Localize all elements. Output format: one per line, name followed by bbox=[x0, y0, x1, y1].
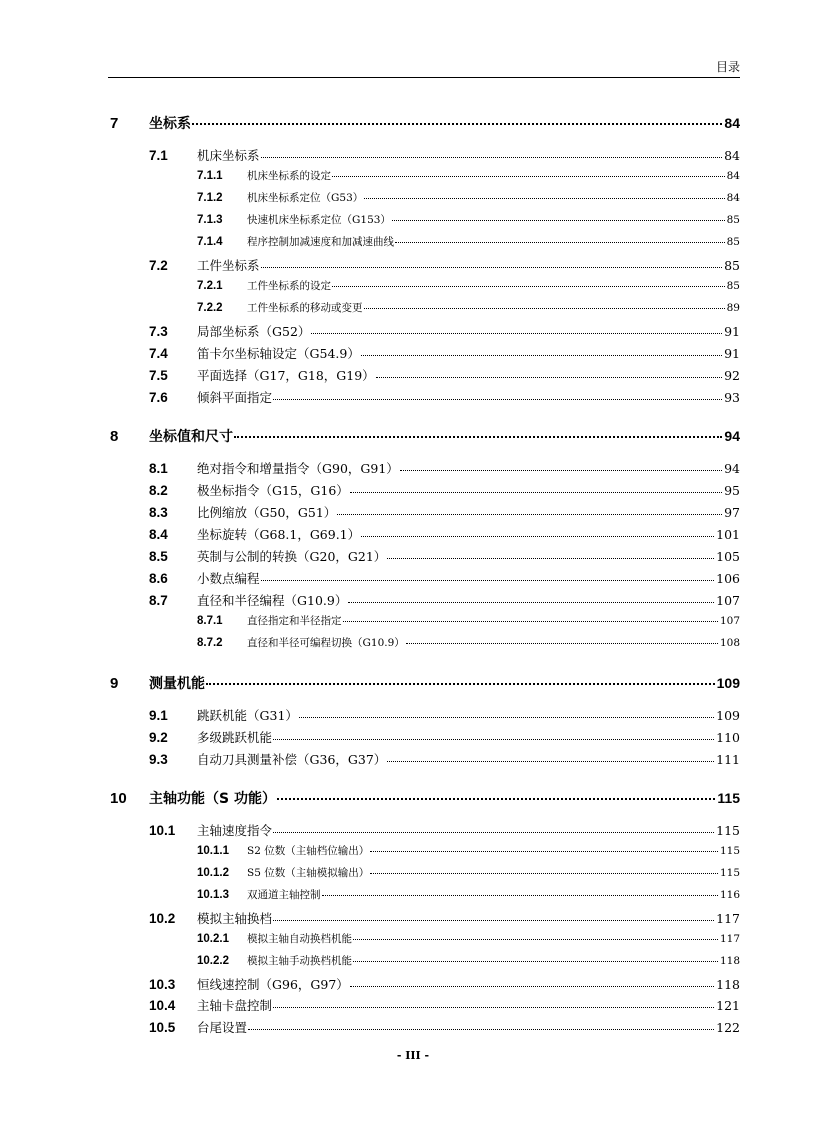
toc-entry-section[interactable] bbox=[149, 996, 740, 1014]
header-rule bbox=[108, 77, 740, 78]
toc-title: 主轴速度指令 bbox=[197, 823, 273, 838]
toc-number: 8.5 bbox=[149, 549, 168, 564]
toc-number: 7 bbox=[110, 115, 119, 132]
toc-leader bbox=[273, 399, 722, 400]
toc-number: 10.2.1 bbox=[197, 933, 229, 945]
toc-leader bbox=[350, 986, 714, 987]
toc-number: 9.3 bbox=[149, 752, 168, 767]
toc-entry-section[interactable] bbox=[149, 750, 740, 768]
toc-entry-subsection[interactable] bbox=[197, 190, 740, 205]
toc-entry-subsection[interactable] bbox=[197, 613, 740, 628]
toc-page: 84 bbox=[726, 192, 740, 204]
toc-title: 自动刀具测量补偿（G36，G37） bbox=[197, 752, 387, 767]
toc-entry-subsection[interactable] bbox=[197, 300, 740, 315]
toc-leader bbox=[392, 220, 725, 221]
toc-entry-subsection[interactable] bbox=[197, 931, 740, 946]
toc-number: 7.1.2 bbox=[197, 192, 223, 204]
toc-page: 109 bbox=[716, 708, 740, 723]
toc-entry-subsection[interactable] bbox=[197, 168, 740, 183]
toc-entry-subsection[interactable] bbox=[197, 865, 740, 880]
toc-page: 110 bbox=[716, 730, 740, 745]
toc-page: 97 bbox=[724, 505, 740, 520]
toc-leader bbox=[387, 761, 714, 762]
toc-leader bbox=[277, 798, 715, 800]
toc-title: 坐标值和尺寸 bbox=[149, 429, 233, 445]
toc-leader bbox=[337, 514, 722, 515]
toc-number: 8.3 bbox=[149, 505, 168, 520]
toc-number: 10.5 bbox=[149, 1020, 176, 1035]
toc-page: 95 bbox=[724, 483, 740, 498]
toc-number: 7.4 bbox=[149, 346, 168, 361]
toc-entry-section[interactable] bbox=[149, 975, 740, 993]
toc-leader bbox=[353, 939, 718, 940]
toc-entry-section[interactable] bbox=[149, 146, 740, 164]
toc-title: 恒线速控制（G96，G97） bbox=[197, 977, 349, 992]
toc-page: 94 bbox=[724, 461, 740, 476]
toc-page: 106 bbox=[716, 571, 740, 586]
toc-entry-subsection[interactable] bbox=[197, 887, 740, 902]
toc-page: 115 bbox=[717, 790, 740, 806]
toc-page: 91 bbox=[724, 346, 740, 361]
toc-leader bbox=[332, 286, 725, 287]
header-title: 目录 bbox=[715, 60, 740, 74]
toc-number: 8.6 bbox=[149, 571, 168, 586]
toc-leader bbox=[370, 873, 718, 874]
toc-page: 84 bbox=[724, 148, 740, 163]
toc-title: 英制与公制的转换（G20，G21） bbox=[197, 549, 387, 564]
toc-title: 倾斜平面指定 bbox=[197, 390, 273, 405]
toc-page: 89 bbox=[726, 302, 740, 314]
toc-page: 121 bbox=[716, 998, 740, 1013]
toc-entry-section[interactable] bbox=[149, 459, 740, 477]
toc-page: 105 bbox=[716, 549, 740, 564]
toc-leader bbox=[364, 308, 725, 309]
toc-title: 机床坐标系定位（G53） bbox=[247, 192, 364, 204]
toc-leader bbox=[361, 355, 722, 356]
toc-entry-section[interactable] bbox=[149, 909, 740, 927]
toc-leader bbox=[387, 558, 714, 559]
toc-number: 7.1 bbox=[149, 148, 168, 163]
toc-entry-section[interactable] bbox=[149, 388, 740, 406]
toc-entry-section[interactable] bbox=[149, 503, 740, 521]
toc-title: 模拟主轴换档 bbox=[197, 911, 273, 926]
toc-title: 工件坐标系的移动或变更 bbox=[247, 302, 363, 314]
toc-title: 局部坐标系（G52） bbox=[197, 324, 311, 339]
toc-title: 小数点编程 bbox=[197, 571, 260, 586]
toc-title: 笛卡尔坐标轴设定（G54.9） bbox=[197, 346, 360, 361]
toc-leader bbox=[273, 832, 714, 833]
toc-page: 84 bbox=[726, 170, 740, 182]
toc-leader bbox=[273, 1007, 714, 1008]
toc-number: 9.2 bbox=[149, 730, 168, 745]
toc-page: 122 bbox=[716, 1020, 740, 1035]
toc-entry-section[interactable] bbox=[149, 547, 740, 565]
toc-entry-section[interactable] bbox=[149, 525, 740, 543]
toc-page: 117 bbox=[719, 933, 740, 945]
toc-number: 10.1.1 bbox=[197, 845, 229, 857]
toc-entry-subsection[interactable] bbox=[197, 234, 740, 249]
toc-number: 8 bbox=[110, 428, 119, 445]
toc-title: 比例缩放（G50，G51） bbox=[197, 505, 337, 520]
toc-title: 直径和半径编程（G10.9） bbox=[197, 593, 348, 608]
toc-title: 坐标系 bbox=[149, 116, 191, 132]
toc-page: 85 bbox=[726, 236, 740, 248]
toc-leader bbox=[322, 895, 718, 896]
toc-title: 主轴功能（S 功能） bbox=[149, 791, 276, 807]
toc-entry-chapter[interactable] bbox=[110, 113, 740, 133]
toc-page: 107 bbox=[716, 593, 740, 608]
toc-title: 坐标旋转（G68.1，G69.1） bbox=[197, 527, 361, 542]
toc-page: 115 bbox=[716, 823, 740, 838]
toc-title: 平面选择（G17，G18，G19） bbox=[197, 368, 375, 383]
toc-number: 7.1.4 bbox=[197, 236, 223, 248]
toc-title: 极坐标指令（G15，G16） bbox=[197, 483, 349, 498]
toc-number: 8.1 bbox=[149, 461, 168, 476]
toc-number: 8.7.2 bbox=[197, 637, 223, 649]
toc-title: 测量机能 bbox=[149, 676, 205, 692]
toc-entry-section[interactable] bbox=[149, 706, 740, 724]
toc-entry-subsection[interactable] bbox=[197, 212, 740, 227]
toc-leader bbox=[206, 683, 715, 685]
toc-page: 94 bbox=[724, 428, 740, 444]
toc-leader bbox=[261, 580, 715, 581]
toc-number: 8.7 bbox=[149, 593, 168, 608]
toc-entry-chapter[interactable] bbox=[110, 788, 740, 808]
toc-page: 107 bbox=[719, 615, 740, 627]
toc-page: 91 bbox=[724, 324, 740, 339]
toc-number: 10.1.2 bbox=[197, 867, 229, 879]
toc-page: 92 bbox=[724, 368, 740, 383]
toc-page: 111 bbox=[716, 752, 740, 767]
toc-leader bbox=[311, 333, 722, 334]
toc-number: 10.4 bbox=[149, 998, 176, 1013]
toc-number: 10.1.3 bbox=[197, 889, 229, 901]
toc-title: 双通道主轴控制 bbox=[247, 889, 321, 901]
toc-leader bbox=[364, 198, 724, 199]
toc-page: 115 bbox=[719, 867, 740, 879]
toc-title: 机床坐标系的设定 bbox=[247, 170, 331, 182]
toc-leader bbox=[400, 470, 722, 471]
toc-entry-section[interactable] bbox=[149, 591, 740, 609]
toc-leader bbox=[406, 643, 718, 644]
toc-title: 模拟主轴自动换档机能 bbox=[247, 933, 352, 945]
toc-page: 116 bbox=[719, 889, 740, 901]
toc-leader bbox=[343, 621, 718, 622]
toc-leader bbox=[370, 851, 718, 852]
toc-leader bbox=[361, 536, 714, 537]
toc-entry-subsection[interactable] bbox=[197, 953, 740, 968]
toc-number: 8.7.1 bbox=[197, 615, 223, 627]
toc-title: 工件坐标系 bbox=[197, 258, 260, 273]
toc-title: 多级跳跃机能 bbox=[197, 730, 273, 745]
toc-entry-section[interactable] bbox=[149, 728, 740, 746]
toc-page: 85 bbox=[724, 258, 740, 273]
toc-leader bbox=[332, 176, 725, 177]
toc-page: 117 bbox=[716, 911, 740, 926]
toc-number: 8.4 bbox=[149, 527, 168, 542]
toc-leader bbox=[376, 377, 722, 378]
toc-number: 7.2 bbox=[149, 258, 168, 273]
toc-leader bbox=[192, 123, 722, 125]
toc-leader bbox=[348, 602, 714, 603]
toc-page: 118 bbox=[719, 955, 740, 967]
toc-title: S2 位数（主轴档位输出） bbox=[247, 845, 370, 857]
toc-leader bbox=[234, 436, 722, 438]
toc-leader bbox=[350, 492, 722, 493]
toc-title: 直径指定和半径指定 bbox=[247, 615, 342, 627]
toc-number: 10.2.2 bbox=[197, 955, 229, 967]
toc-entry-section[interactable] bbox=[149, 344, 740, 362]
toc-number: 10.1 bbox=[149, 823, 176, 838]
toc-entry-section[interactable] bbox=[149, 256, 740, 274]
toc-number: 10.2 bbox=[149, 911, 176, 926]
toc-page: 109 bbox=[716, 675, 740, 691]
toc-number: 7.2.2 bbox=[197, 302, 223, 314]
toc-number: 7.1.1 bbox=[197, 170, 223, 182]
toc-entry-section[interactable] bbox=[149, 481, 740, 499]
toc-title: 跳跃机能（G31） bbox=[197, 708, 298, 723]
toc-number: 9.1 bbox=[149, 708, 168, 723]
toc-leader bbox=[299, 717, 714, 718]
toc-number: 9 bbox=[110, 675, 119, 692]
toc-entry-chapter[interactable] bbox=[110, 426, 740, 446]
toc-entry-section[interactable] bbox=[149, 322, 740, 340]
toc-title: 直径和半径可编程切换（G10.9） bbox=[247, 637, 405, 649]
toc-leader bbox=[395, 242, 725, 243]
toc-title: 主轴卡盘控制 bbox=[197, 998, 273, 1013]
toc-number: 7.3 bbox=[149, 324, 168, 339]
toc-number: 7.5 bbox=[149, 368, 168, 383]
toc-page: 84 bbox=[724, 115, 740, 131]
toc-entry-section[interactable] bbox=[149, 821, 740, 839]
page-number-footer: - III - bbox=[396, 1049, 430, 1062]
toc-entry-chapter[interactable] bbox=[110, 673, 740, 693]
toc-title: S5 位数（主轴模拟输出） bbox=[247, 867, 370, 879]
toc-number: 7.6 bbox=[149, 390, 168, 405]
toc-entry-subsection[interactable] bbox=[197, 635, 740, 650]
toc-entry-section[interactable] bbox=[149, 366, 740, 384]
toc-page: 85 bbox=[726, 214, 740, 226]
toc-leader bbox=[248, 1029, 714, 1030]
toc-title: 模拟主轴手动换档机能 bbox=[247, 955, 352, 967]
toc-number: 10 bbox=[110, 790, 127, 807]
toc-leader bbox=[273, 739, 714, 740]
toc-leader bbox=[273, 920, 714, 921]
toc-page: 108 bbox=[719, 637, 740, 649]
toc-title: 快速机床坐标系定位（G153） bbox=[247, 214, 391, 226]
toc-leader bbox=[261, 267, 723, 268]
toc-page: 115 bbox=[719, 845, 740, 857]
toc-number: 8.2 bbox=[149, 483, 168, 498]
toc-number: 7.2.1 bbox=[197, 280, 223, 292]
toc-title: 程序控制加减速度和加减速曲线 bbox=[247, 236, 394, 248]
toc-number: 10.3 bbox=[149, 977, 176, 992]
toc-entry-subsection[interactable] bbox=[197, 843, 740, 858]
toc-number: 7.1.3 bbox=[197, 214, 223, 226]
toc-page: 85 bbox=[726, 280, 740, 292]
toc-entry-section[interactable] bbox=[149, 1018, 740, 1036]
toc-leader bbox=[353, 961, 718, 962]
toc-leader bbox=[261, 157, 723, 158]
toc-page: 118 bbox=[716, 977, 740, 992]
toc-entry-section[interactable] bbox=[149, 569, 740, 587]
toc-title: 台尾设置 bbox=[197, 1020, 248, 1035]
toc-page: 93 bbox=[724, 390, 740, 405]
toc-page: 101 bbox=[716, 527, 740, 542]
toc-entry-subsection[interactable] bbox=[197, 278, 740, 293]
toc-title: 机床坐标系 bbox=[197, 148, 260, 163]
toc-title: 绝对指令和增量指令（G90，G91） bbox=[197, 461, 399, 476]
toc-title: 工件坐标系的设定 bbox=[247, 280, 331, 292]
